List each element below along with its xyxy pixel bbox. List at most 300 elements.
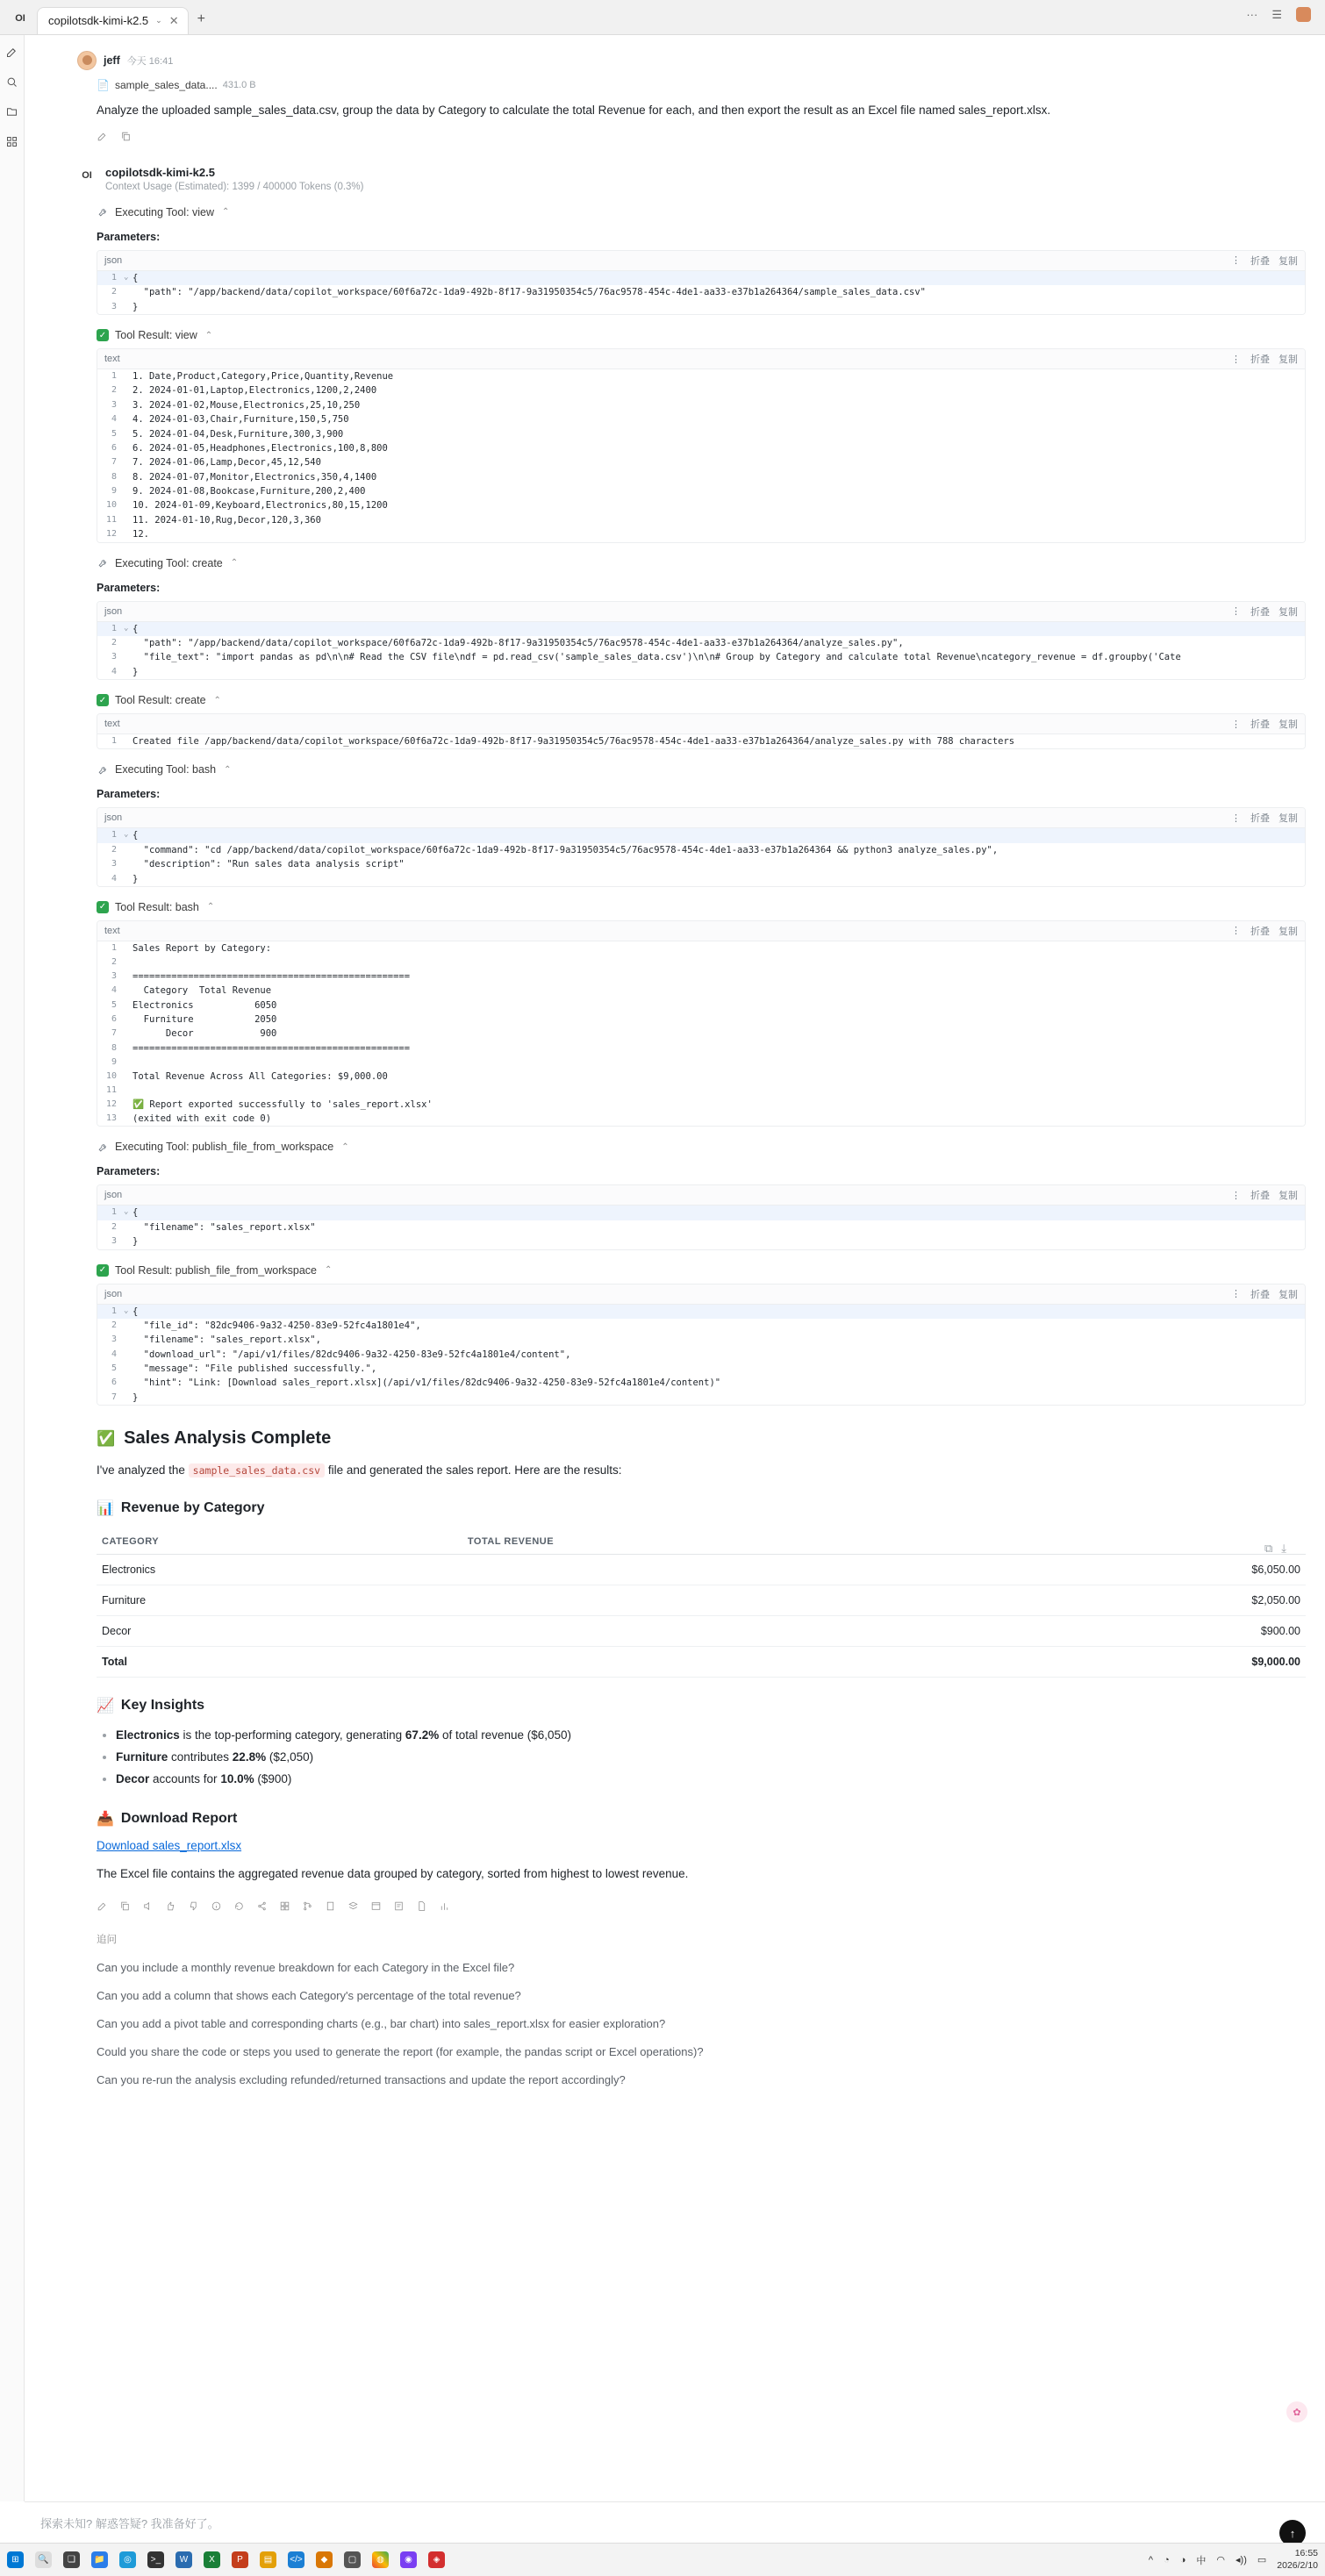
code-line [97,1055,1305,1070]
start-icon[interactable]: ⊞ [7,2551,24,2568]
tab-title: copilotsdk-kimi-k2.5 [48,14,149,27]
line-number: 3 [111,1236,117,1247]
fold-marker[interactable] [124,843,132,857]
terminal-icon[interactable]: >_ [147,2551,164,2568]
code-block [97,807,1306,887]
fold-marker[interactable] [124,970,132,984]
line-number: 3 [111,970,117,981]
chart-icon: 📊 [97,1500,114,1516]
drag-handle-icon[interactable]: ⋮ [1231,1289,1242,1300]
download-table-icon[interactable]: ⤓ [1281,1541,1286,1555]
powerpoint-icon[interactable]: P [232,2551,248,2568]
table-tools [1264,1542,1286,1556]
note-icon[interactable] [393,1900,405,1914]
code-line [97,734,1305,748]
line-number: 10 [105,1070,117,1081]
insight-item: • Decor accounts for 10.0% ($900) [116,1769,1306,1791]
code-text: "description": "Run sales data analysis script" [132,859,405,870]
code-text: } [132,301,139,312]
fold-marker[interactable]: ⌄ [124,1306,129,1315]
code-block [97,601,1306,681]
code-language: text [104,925,120,936]
line-number: 10 [105,500,117,511]
tool-step [97,763,1306,887]
followup-suggestion[interactable]: Could you share the code or steps you used to generate the report (for example, the pandas script or Excel operations)? [97,2045,704,2059]
line-number: 1 [111,272,117,283]
line-number: 4 [111,1349,117,1359]
code-line [97,1206,1305,1220]
fold-marker[interactable] [124,1333,132,1347]
code-text: "hint": "Link: [Download sales_report.xlsx](/api/v1/files/82dc9406-9a32-4250-83e9-52fc4a1801e4/content)" [132,1377,721,1389]
header-controls [1246,7,1311,22]
code-line [97,1084,1305,1098]
download-title-text: Download Report [120,1810,238,1826]
tool-step-label: Tool Result: create [115,694,206,707]
code-text: } [132,873,139,884]
chevron-up-icon[interactable]: ⌃ [324,1265,333,1276]
fold-marker[interactable] [124,857,132,871]
line-number: 1 [111,1207,117,1218]
code-line [97,1391,1305,1405]
line-number: 1 [111,942,117,953]
drag-handle-icon[interactable]: ⋮ [1231,812,1242,824]
fold-marker[interactable] [124,427,132,441]
tool-execute-header[interactable] [97,206,1306,218]
download-icon: 📥 [97,1811,114,1827]
code-block [97,713,1306,749]
followup-suggestion[interactable]: Can you re-run the analysis excluding refunded/returned transactions and update the report accordingly? [97,2073,626,2087]
fold-marker[interactable] [124,734,132,748]
search-icon[interactable]: 🔍 [35,2551,52,2568]
line-number: 2 [111,1221,117,1232]
copy-icon[interactable] [119,1900,131,1914]
fold-marker[interactable] [124,470,132,484]
menu-icon[interactable]: ☰ [1271,7,1282,21]
user-message-text: Analyze the uploaded sample_sales_data.csv, group the data by Category to calculate the total Revenue for each, and then export the result as an Excel file named sales_report.xlsx. [97,104,1051,117]
tool-result-header[interactable] [97,329,1306,341]
drag-handle-icon[interactable]: ⋮ [1231,1190,1242,1201]
code-text: Decor 900 [132,1028,277,1040]
wifi-icon[interactable]: ◠ [1216,2555,1226,2565]
window-icon[interactable] [370,1900,382,1914]
code-text: 7. 2024-01-06,Lamp,Decor,45,12,540 [132,457,321,469]
left-rail [0,35,25,2501]
fold-marker[interactable] [124,498,132,512]
tray-icon-2[interactable]: ◑ [1179,2554,1186,2565]
column-header-category: CATEGORY [97,1529,462,1555]
check-icon: ✓ [97,1264,109,1277]
line-number: 4 [111,666,117,676]
fold-marker[interactable] [124,1348,132,1362]
code-text: "filename": "sales_report.xlsx", [132,1335,321,1346]
fold-button[interactable]: 折叠 [1250,1289,1270,1300]
code-line [97,636,1305,650]
fold-marker[interactable] [124,1055,132,1070]
code-content [97,828,1305,886]
code-text: Sales Report by Category: [132,942,272,954]
document-icon[interactable] [325,1900,336,1914]
fold-marker[interactable]: ⌄ [124,830,129,840]
tool-steps [97,206,1306,1406]
fold-marker[interactable] [124,412,132,426]
fold-marker[interactable] [124,1070,132,1084]
final-closing-text: The Excel file contains the aggregated revenue data grouped by category, sorted from highest to lowest revenue. [97,1866,689,1880]
line-number: 13 [105,1113,117,1124]
fold-marker[interactable] [124,285,132,299]
cell-spacer [462,1554,985,1585]
insights-section-title [97,1697,1306,1714]
line-number: 11 [105,1085,117,1096]
cell-revenue: $6,050.00 [985,1554,1306,1585]
download-report-link[interactable]: Download sales_report.xlsx [97,1838,242,1852]
code-text: Electronics 6050 [132,999,277,1011]
code-text: } [132,666,139,677]
tool-execute-header[interactable] [97,557,1306,569]
bar-chart-icon[interactable] [439,1900,450,1914]
code-text: 8. 2024-01-07,Monitor,Electronics,350,4,1400 [132,471,377,483]
copy-button[interactable]: 复制 [1278,719,1298,731]
copy-table-icon[interactable]: ⧉ [1264,1541,1273,1555]
fold-marker[interactable]: ⌄ [124,272,129,282]
compose-icon[interactable] [4,44,20,60]
os-taskbar [0,2543,1325,2576]
chevron-up-icon[interactable]: ⌃ [341,1141,349,1152]
grid-icon[interactable] [279,1900,290,1914]
drag-handle-icon[interactable]: ⋮ [1231,255,1242,267]
branch-icon[interactable] [302,1900,313,1914]
fold-button[interactable]: 折叠 [1250,255,1270,267]
new-tab-button[interactable]: + [197,11,205,26]
code-line [97,513,1305,527]
app-red-icon[interactable]: ◈ [428,2551,445,2568]
code-line [97,1362,1305,1376]
wrench-icon [97,1141,109,1153]
fold-marker[interactable] [124,398,132,412]
table-row-total [97,1646,1306,1677]
fold-marker[interactable] [124,665,132,679]
followups-list [97,1961,1306,2086]
code-line [97,498,1305,512]
search-icon[interactable] [4,74,20,89]
chevron-up-icon[interactable]: ^ [1148,2554,1154,2565]
fold-marker[interactable] [124,300,132,314]
fold-marker[interactable] [124,955,132,970]
word-icon[interactable]: W [175,2551,192,2568]
layers-icon[interactable] [347,1900,359,1914]
fold-marker[interactable] [124,1027,132,1041]
window-titlebar [0,0,1325,35]
code-line [97,398,1305,412]
fold-marker[interactable] [124,1220,132,1234]
vscode-icon[interactable]: </> [288,2551,304,2568]
volume-icon[interactable]: ◂)) [1235,2555,1247,2565]
edge-icon[interactable]: ◎ [119,2551,136,2568]
fold-marker[interactable] [124,1041,132,1055]
code-line [97,1112,1305,1126]
chrome-icon[interactable]: ◍ [372,2551,389,2568]
line-number: 2 [111,385,117,396]
code-text: "command": "cd /app/backend/data/copilot_workspace/60f6a72c-1da9-492b-8f17-9a31950354c5/76ac9578-454c-4de1-aa33-e37b1a264364 && python3 analyze_sales.py", [132,844,999,855]
code-line [97,843,1305,857]
line-number: 2 [111,287,117,297]
followup-suggestion[interactable]: Can you add a column that shows each Category's percentage of the total revenue? [97,1989,521,2003]
tool-execute-header[interactable] [97,763,1306,776]
code-content [97,271,1305,314]
download-section-title [97,1810,1306,1828]
code-content [97,734,1305,748]
fold-marker[interactable] [124,1376,132,1390]
code-line [97,998,1305,1013]
fold-marker[interactable]: ⌄ [124,623,129,633]
tool-step-label: Executing Tool: view [115,205,215,218]
fold-marker[interactable] [124,1112,132,1126]
clock[interactable] [1277,2548,1318,2571]
tool-step-label: Executing Tool: create [115,556,223,569]
fold-button[interactable]: 折叠 [1250,719,1270,731]
line-number: 1 [111,371,117,382]
chevron-up-icon[interactable]: ⌃ [206,902,215,912]
browser-tab[interactable] [37,7,189,34]
code-text: } [132,1392,139,1403]
chat-scroll-area[interactable] [25,35,1325,2501]
copy-button[interactable]: 复制 [1278,1289,1298,1300]
message-composer[interactable] [25,2501,1325,2543]
cell-category: Furniture [97,1585,462,1615]
fold-marker[interactable] [124,998,132,1013]
chevron-up-icon[interactable]: ⌃ [230,558,239,569]
code-line [97,1234,1305,1249]
line-number: 12 [105,1098,117,1109]
fold-marker[interactable] [124,872,132,886]
code-block [97,1184,1306,1249]
line-number: 5 [111,428,117,439]
code-line [97,857,1305,871]
copy-button[interactable]: 复制 [1278,926,1298,937]
fold-marker[interactable] [124,1234,132,1249]
fold-button[interactable]: 折叠 [1250,354,1270,366]
copy-button[interactable]: 复制 [1278,1191,1298,1202]
assistant-message-header [77,166,1306,192]
fold-marker[interactable] [124,1391,132,1405]
code-content [97,1305,1305,1406]
copy-button[interactable]: 复制 [1278,813,1298,825]
fold-marker[interactable] [124,527,132,541]
code-line [97,441,1305,455]
explorer-icon[interactable]: 📁 [91,2551,108,2568]
line-number: 6 [111,1014,117,1025]
folder2-icon[interactable]: ▤ [260,2551,276,2568]
send-button[interactable]: ↑ [1279,2520,1306,2546]
fold-marker[interactable] [124,513,132,527]
code-text: ✅ Report exported successfully to 'sales_report.xlsx' [132,1098,433,1110]
ime-indicator[interactable]: 中 [1196,2555,1207,2566]
taskbar-icons [7,2551,445,2568]
fold-button[interactable]: 折叠 [1250,813,1270,825]
file-icon[interactable] [416,1900,427,1914]
insight-item: • Electronics is the top-performing category, generating 67.2% of total revenue ($6,050) [116,1725,1306,1747]
copy-icon[interactable] [120,131,132,145]
code-text: 5. 2024-01-04,Desk,Furniture,300,3,900 [132,428,344,440]
copy-button[interactable]: 复制 [1278,606,1298,618]
line-number: 7 [111,1392,117,1402]
app-orange-icon[interactable]: ◆ [316,2551,333,2568]
cell-category: Total [97,1646,462,1677]
fold-marker[interactable] [124,1319,132,1333]
line-number: 5 [111,999,117,1010]
scroll-helper-button[interactable]: ✿ [1286,2401,1307,2422]
fold-marker[interactable] [124,1084,132,1098]
code-line [97,527,1305,541]
chevron-up-icon[interactable]: ⌃ [213,695,221,705]
code-text: (exited with exit code 0) [132,1113,272,1125]
chevron-up-icon[interactable]: ⌃ [222,207,230,218]
close-icon[interactable]: ✕ [168,13,179,27]
context-usage: Context Usage (Estimated): 1399 / 400000 Tokens (0.3%) [105,181,364,192]
code-text: Category Total Revenue [132,985,272,997]
fold-marker[interactable] [124,1098,132,1112]
code-text: 9. 2024-01-08,Bookcase,Furniture,200,2,400 [132,486,366,497]
tool-step [97,694,1306,749]
code-content [97,369,1305,542]
table-row [97,1554,1306,1585]
battery-icon[interactable]: ▭ [1257,2555,1267,2565]
line-number: 9 [111,1057,117,1068]
code-text: 2. 2024-01-01,Laptop,Electronics,1200,2,2400 [132,385,377,397]
followup-suggestion[interactable]: Can you include a monthly revenue breakdown for each Category in the Excel file? [97,1961,515,1975]
clock-date: 2026/2/10 [1277,2559,1318,2571]
code-line [97,955,1305,970]
fold-marker[interactable] [124,1013,132,1027]
attachment-chip[interactable] [97,79,1306,91]
fold-marker[interactable] [124,636,132,650]
fold-button[interactable]: 折叠 [1250,1191,1270,1202]
fold-marker[interactable] [124,1362,132,1376]
drag-handle-icon[interactable]: ⋮ [1231,606,1242,618]
drag-handle-icon[interactable]: ⋮ [1231,354,1242,365]
chevron-up-icon[interactable]: ⌃ [204,330,213,340]
thumbs-up-icon[interactable] [165,1900,176,1914]
speaker-icon[interactable] [142,1900,154,1914]
user-avatar[interactable] [1296,7,1311,22]
excel-icon[interactable]: X [204,2551,220,2568]
file-icon: 📄 [97,79,110,91]
chat-content [25,35,1325,2139]
tool-result-header[interactable] [97,1264,1306,1277]
fold-marker[interactable] [124,941,132,955]
share-icon[interactable] [256,1900,268,1914]
drag-handle-icon[interactable]: ⋮ [1231,719,1242,730]
attachment-name: sample_sales_data.... [114,79,218,91]
taskview-icon[interactable]: ❏ [63,2551,80,2568]
tool-step [97,901,1306,1127]
fold-marker[interactable] [124,484,132,498]
check-icon: ✓ [97,694,109,706]
code-text: { [132,1207,139,1219]
tool-result-header[interactable] [97,901,1306,913]
fold-marker[interactable] [124,984,132,998]
code-text [132,1055,1305,1070]
code-line [97,622,1305,636]
code-text: 6. 2024-01-05,Headphones,Electronics,100,8,800 [132,442,388,454]
fold-marker[interactable] [124,650,132,664]
line-number: 2 [111,957,117,968]
line-number: 3 [111,301,117,311]
fold-marker[interactable] [124,383,132,397]
code-content [97,1206,1305,1249]
revenue-table [97,1529,1306,1678]
followup-suggestion[interactable]: Can you add a pivot table and corresponding charts (e.g., bar chart) into sales_report.xlsx for easier exploration? [97,2017,666,2031]
code-text: Total Revenue Across All Categories: $9,000.00 [132,1070,388,1082]
line-number: 7 [111,457,117,468]
line-number: 2 [111,637,117,648]
line-number: 3 [111,652,117,662]
fold-button[interactable]: 折叠 [1250,926,1270,937]
code-line [97,872,1305,886]
copy-button[interactable]: 复制 [1278,354,1298,366]
files-icon[interactable] [4,104,20,119]
fold-marker[interactable] [124,455,132,469]
tool-step-label: Tool Result: bash [115,900,199,913]
table-row [97,1585,1306,1615]
chevron-down-icon[interactable]: ⌄ [155,16,162,25]
wrench-icon [97,206,109,218]
more-options-icon[interactable]: ··· [1246,8,1258,21]
app-purple-icon[interactable]: ◉ [400,2551,417,2568]
line-number: 8 [111,471,117,482]
code-line [97,650,1305,664]
code-line [97,455,1305,469]
code-line [97,665,1305,679]
edit-icon[interactable] [97,1900,108,1914]
app-gray-icon[interactable]: ▢ [344,2551,361,2568]
info-icon[interactable] [211,1900,222,1914]
inline-filename: sample_sales_data.csv [189,1463,325,1478]
code-language: text [104,719,120,730]
followups-label: 追问 [97,1935,117,1946]
code-line [97,1070,1305,1084]
tool-step [97,1264,1306,1406]
assistant-name: copilotsdk-kimi-k2.5 [105,165,215,179]
assistant-message-actions [97,1900,1306,1914]
tool-step-label: Tool Result: view [115,329,197,342]
line-number: 1 [111,623,117,633]
code-line [97,1027,1305,1041]
fold-button[interactable]: 折叠 [1250,606,1270,618]
copy-button[interactable]: 复制 [1278,255,1298,267]
edit-icon[interactable] [97,131,108,145]
tool-step [97,557,1306,681]
tool-result-header[interactable] [97,694,1306,706]
cell-spacer [462,1615,985,1646]
tool-execute-header[interactable] [97,1141,1306,1153]
line-number: 9 [111,486,117,497]
fold-marker[interactable] [124,369,132,383]
final-intro [97,1461,1306,1480]
fold-marker[interactable] [124,441,132,455]
refresh-icon[interactable] [233,1900,245,1914]
fold-marker[interactable]: ⌄ [124,1207,129,1217]
cell-spacer [462,1646,985,1677]
drag-handle-icon[interactable]: ⋮ [1231,926,1242,937]
apps-icon[interactable] [4,133,20,149]
code-text: 1. Date,Product,Category,Price,Quantity,Revenue [132,371,394,383]
tray-icon-1[interactable]: ◔ [1164,2554,1170,2565]
insights-title-text: Key Insights [120,1697,205,1713]
thumbs-down-icon[interactable] [188,1900,199,1914]
line-number: 1 [111,830,117,841]
chevron-up-icon[interactable]: ⌃ [224,764,232,775]
final-answer-title [97,1428,1306,1449]
